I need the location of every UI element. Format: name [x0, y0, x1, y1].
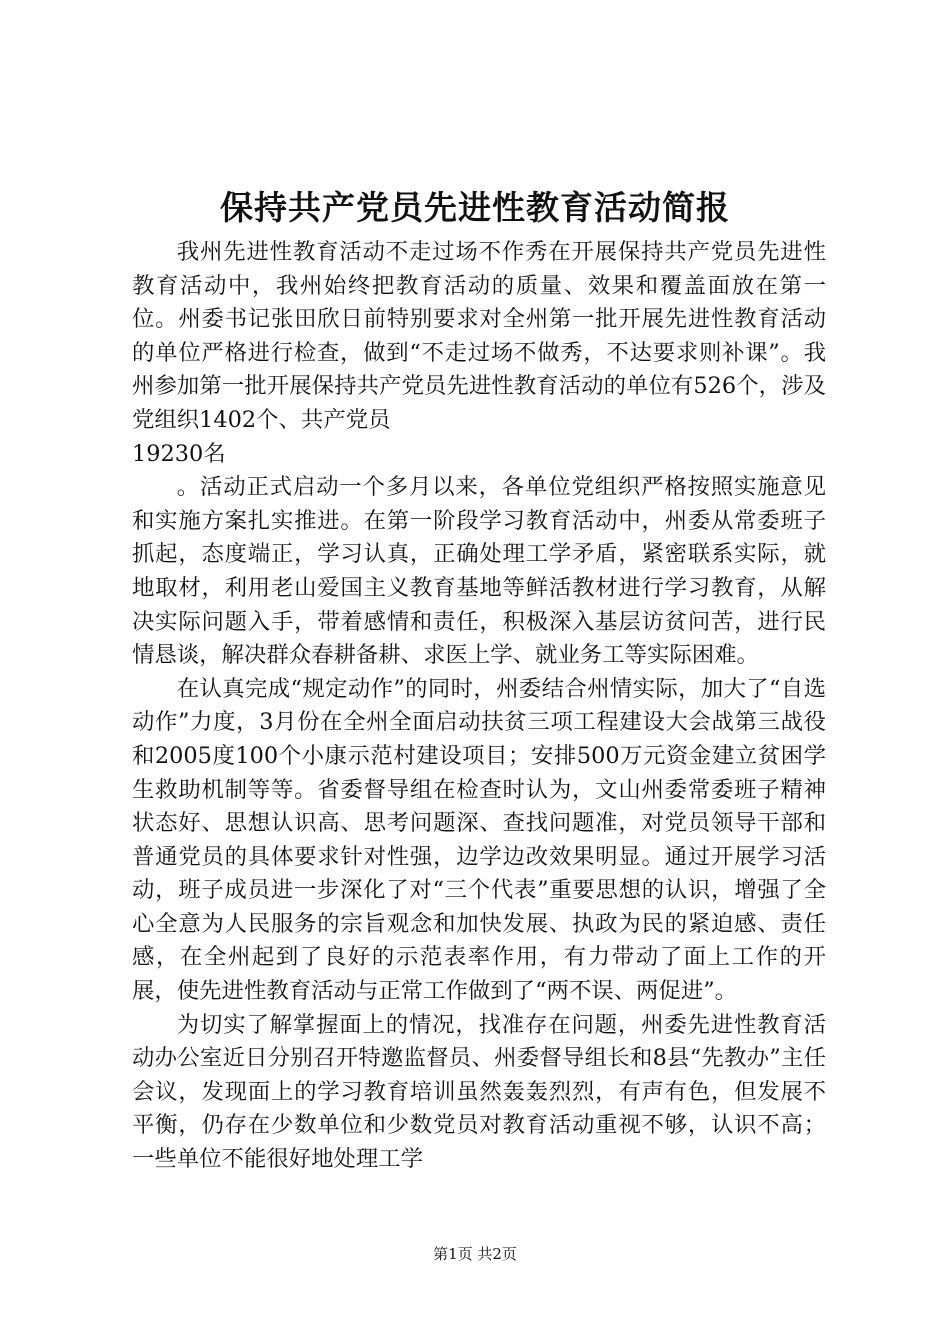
paragraph-1: 我州先进性教育活动不走过场不作秀在开展保持共产党员先进性教育活动中，我州始终把教育活动的质量、效果和覆盖面放在第一位。州委书记张田欣日前特别要求对全州第一批开展先进性教育活动的单位严格进行检查，做到“不走过场不做秀，不达要求则补课”。我州参加第一批开展保持共产党员先进性教育活动的单位有526个，涉及党组织1402个、共产党员 [132, 239, 826, 433]
paragraph-3: 。活动正式启动一个多月以来，各单位党组织严格按照实施意见和实施方案扎实推进。在第一阶段学习教育活动中，州委从常委班子抓起，态度端正，学习认真，正确处理工学矛盾，紧密联系实际，就地取材，利用老山爱国主义教育基地等鲜活教材进行学习教育，从解决实际问题入手，带着感情和责任，积极深入基层访贫问苦，进行民情恳谈，解决群众春耕备耕、求医上学、就业务工等实际困难。 [132, 474, 826, 669]
paragraph-2: 19230名 [132, 440, 226, 467]
paragraph-4: 在认真完成“规定动作”的同时，州委结合州情实际，加大了“自选动作”力度，3月份在全州全面启动扶贫三项工程建设大会战第三战役和2005度100个小康示范村建设项目；安排500万元资金建立贫困学生救助机制等等。省委督导组在检查时认为，文山州委常委班子精神状态好、思想认识高、思考问题深、查找问题准，对党员领导干部和普通党员的具体要求针对性强，边学边改效果明显。通过开展学习活动，班子成员进一步深化了对“三个代表”重要思想的认识，增强了全心全意为人民服务的宗旨观念和加快发展、执政为民的紧迫感、责任感，在全州起到了良好的示范表率作用，有力带动了面上工作的开展，使先进性教育活动与正常工作做到了“两不误、两促进”。 [132, 675, 826, 1005]
document-title: 保持共产党员先进性教育活动简报 [220, 188, 730, 227]
page-number-footer: 第1页 共2页 [433, 1245, 517, 1263]
paragraph-5: 为切实了解掌握面上的情况，找准存在问题，州委先进性教育活动办公室近日分别召开特邀监督员、州委督导组长和8县“先教办”主任会议，发现面上的学习教育培训虽然轰轰烈烈，有声有色，但发展不平衡，仍存在少数单位和少数党员对教育活动重视不够，认识不高；一些单位不能很好地处理工学 [132, 1011, 826, 1173]
document-body [132, 236, 826, 1177]
